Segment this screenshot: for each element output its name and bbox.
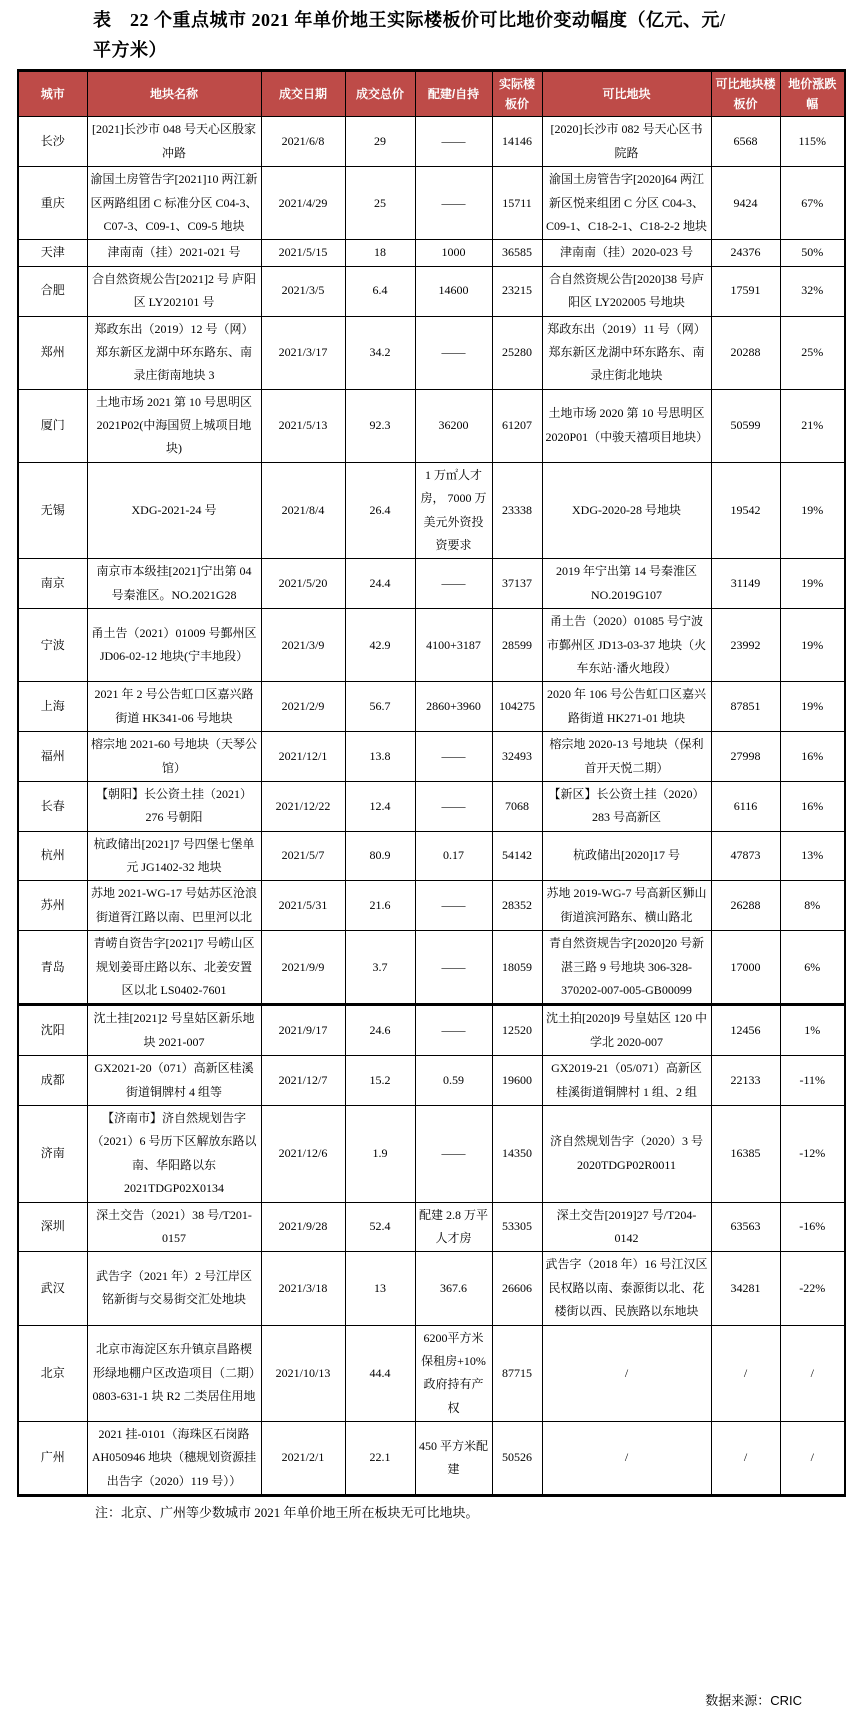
cell-comparable-floor-price: 87851 — [711, 682, 780, 732]
cell-price-change: 19% — [780, 559, 845, 609]
cell-price-change: 13% — [780, 831, 845, 881]
cell-plot-name: 武告字（2021 年）2 号江岸区铭新街与交易街交汇处地块 — [87, 1252, 261, 1325]
cell-price-change: -12% — [780, 1106, 845, 1203]
cell-price-change: -22% — [780, 1252, 845, 1325]
cell-city: 沈阳 — [18, 1005, 87, 1056]
cell-allocation: 6200平方米保租房+10%政府持有产权 — [415, 1325, 492, 1422]
table-row — [18, 831, 845, 881]
cell-allocation: —— — [415, 732, 492, 782]
cell-city: 济南 — [18, 1106, 87, 1203]
cell-actual-floor-price: 26606 — [492, 1252, 542, 1325]
cell-comparable-plot: 2020 年 106 号公告虹口区嘉兴路街道 HK271-01 地块 — [542, 682, 711, 732]
cell-actual-floor-price: 28599 — [492, 609, 542, 682]
cell-plot-name: 2021 年 2 号公告虹口区嘉兴路街道 HK341-06 号地块 — [87, 682, 261, 732]
cell-allocation: —— — [415, 781, 492, 831]
cell-comparable-plot: 津南南（挂）2020-023 号 — [542, 240, 711, 266]
cell-city: 厦门 — [18, 389, 87, 462]
cell-price-change: 6% — [780, 931, 845, 1005]
cell-allocation: 36200 — [415, 389, 492, 462]
cell-comparable-plot: 甬土告（2020）01085 号宁波市鄞州区 JD13-03-37 地块（火车东站·潘火地段） — [542, 609, 711, 682]
cell-comparable-floor-price: 50599 — [711, 389, 780, 462]
cell-total-price: 15.2 — [345, 1056, 415, 1106]
table-row — [18, 781, 845, 831]
cell-actual-floor-price: 104275 — [492, 682, 542, 732]
cell-price-change: -11% — [780, 1056, 845, 1106]
cell-comparable-plot: XDG-2020-28 号地块 — [542, 462, 711, 559]
header-allocation: 配建/自持 — [415, 71, 492, 117]
cell-price-change: 16% — [780, 781, 845, 831]
cell-comparable-plot: 青自然资规告字[2020]20 号新湛三路 9 号地块 306-328-370202-007-005-GB00099 — [542, 931, 711, 1005]
cell-deal-date: 2021/3/9 — [261, 609, 345, 682]
cell-plot-name: 土地市场 2021 第 10 号思明区 2021P02(中海国贸上城项目地块) — [87, 389, 261, 462]
cell-plot-name: XDG-2021-24 号 — [87, 462, 261, 559]
cell-plot-name: 郑政东出（2019）12 号（网）郑东新区龙湖中环东路东、南录庄街南地块 3 — [87, 316, 261, 389]
cell-comparable-floor-price: 9424 — [711, 167, 780, 240]
cell-city: 南京 — [18, 559, 87, 609]
cell-comparable-floor-price: 27998 — [711, 732, 780, 782]
cell-allocation: —— — [415, 559, 492, 609]
data-source: 数据来源：CRIC — [705, 1693, 802, 1708]
page-title-line-1: 表 22 个重点城市 2021 年单价地王实际楼板价可比地价变动幅度（亿元、元/ — [93, 10, 726, 30]
table-row — [18, 1056, 845, 1106]
table-row — [18, 931, 845, 1005]
cell-city: 长春 — [18, 781, 87, 831]
cell-city: 天津 — [18, 240, 87, 266]
cell-city: 郑州 — [18, 316, 87, 389]
cell-price-change: 1% — [780, 1005, 845, 1056]
cell-plot-name: 2021 挂-0101（海珠区石岗路 AH050946 地块（穗规划资源挂出告字（2020）119 号）） — [87, 1422, 261, 1496]
cell-plot-name: 青崂自资告字[2021]7 号崂山区规划姜哥庄路以东、北姜安置区以北 LS0402-7601 — [87, 931, 261, 1005]
cell-deal-date: 2021/5/7 — [261, 831, 345, 881]
cell-deal-date: 2021/9/28 — [261, 1202, 345, 1252]
cell-comparable-plot: 沈土拍[2020]9 号皇姑区 120 中学北 2020-007 — [542, 1005, 711, 1056]
cell-city: 上海 — [18, 682, 87, 732]
cell-plot-name: 榕宗地 2021-60 号地块（天琴公馆） — [87, 732, 261, 782]
cell-total-price: 26.4 — [345, 462, 415, 559]
cell-deal-date: 2021/9/9 — [261, 931, 345, 1005]
table-row — [18, 1005, 845, 1056]
cell-deal-date: 2021/6/8 — [261, 117, 345, 167]
cell-price-change: 16% — [780, 732, 845, 782]
page-title-line-2: 平方米） — [93, 39, 167, 60]
cell-deal-date: 2021/3/17 — [261, 316, 345, 389]
cell-total-price: 42.9 — [345, 609, 415, 682]
cell-plot-name: 合自然资规公告[2021]2 号 庐阳区 LY202101 号 — [87, 266, 261, 316]
cell-total-price: 80.9 — [345, 831, 415, 881]
cell-comparable-floor-price: / — [711, 1325, 780, 1422]
header-deal-date: 成交日期 — [261, 71, 345, 117]
cell-price-change: 25% — [780, 316, 845, 389]
cell-allocation: 14600 — [415, 266, 492, 316]
cell-allocation: 1 万㎡人才房， 7000 万美元外资投资要求 — [415, 462, 492, 559]
cell-comparable-floor-price: 31149 — [711, 559, 780, 609]
cell-comparable-plot: 土地市场 2020 第 10 号思明区 2020P01（中骏天禧项目地块） — [542, 389, 711, 462]
cell-allocation: —— — [415, 931, 492, 1005]
cell-plot-name: 津南南（挂）2021-021 号 — [87, 240, 261, 266]
cell-allocation: 4100+3187 — [415, 609, 492, 682]
cell-comparable-plot: 榕宗地 2020-13 号地块（保利首开天悦二期） — [542, 732, 711, 782]
table-row — [18, 1422, 845, 1496]
cell-comparable-plot: 渝国土房管告字[2020]64 两江新区悦来组团 C 分区 C04-3、C09-1、C18-2-1、C18-2-2 地块 — [542, 167, 711, 240]
cell-comparable-plot: / — [542, 1325, 711, 1422]
cell-comparable-floor-price: 19542 — [711, 462, 780, 559]
cell-deal-date: 2021/5/13 — [261, 389, 345, 462]
header-total-price: 成交总价 — [345, 71, 415, 117]
cell-deal-date: 2021/12/22 — [261, 781, 345, 831]
cell-total-price: 52.4 — [345, 1202, 415, 1252]
cell-total-price: 92.3 — [345, 389, 415, 462]
cell-deal-date: 2021/5/31 — [261, 881, 345, 931]
cell-comparable-plot: 【新区】长公资土挂（2020）283 号高新区 — [542, 781, 711, 831]
cell-total-price: 1.9 — [345, 1106, 415, 1203]
cell-plot-name: 甬土告（2021）01009 号鄞州区 JD06-02-12 地块(宁丰地段） — [87, 609, 261, 682]
cell-allocation: —— — [415, 1005, 492, 1056]
cell-allocation: 配建 2.8 万平人才房 — [415, 1202, 492, 1252]
cell-comparable-floor-price: 22133 — [711, 1056, 780, 1106]
cell-allocation: —— — [415, 881, 492, 931]
table-row — [18, 117, 845, 167]
cell-deal-date: 2021/3/18 — [261, 1252, 345, 1325]
cell-comparable-floor-price: 63563 — [711, 1202, 780, 1252]
cell-price-change: 19% — [780, 609, 845, 682]
cell-actual-floor-price: 15711 — [492, 167, 542, 240]
cell-comparable-plot: 2019 年宁出第 14 号秦淮区 NO.2019G107 — [542, 559, 711, 609]
cell-actual-floor-price: 53305 — [492, 1202, 542, 1252]
cell-actual-floor-price: 61207 — [492, 389, 542, 462]
cell-allocation: 0.17 — [415, 831, 492, 881]
cell-deal-date: 2021/3/5 — [261, 266, 345, 316]
cell-plot-name: [2021]长沙市 048 号天心区殷家冲路 — [87, 117, 261, 167]
table-header-row — [18, 71, 845, 117]
cell-plot-name: 南京市本级挂[2021]宁出第 04 号秦淮区。NO.2021G28 — [87, 559, 261, 609]
cell-comparable-plot: 武告字（2018 年）16 号江汉区民权路以南、泰源街以北、花楼街以西、民族路以东地块 — [542, 1252, 711, 1325]
cell-actual-floor-price: 36585 — [492, 240, 542, 266]
cell-comparable-floor-price: 47873 — [711, 831, 780, 881]
cell-comparable-plot: 杭政储出[2020]17 号 — [542, 831, 711, 881]
cell-comparable-plot: 合自然资规公告[2020]38 号庐阳区 LY202005 号地块 — [542, 266, 711, 316]
cell-comparable-plot: 郑政东出（2019）11 号（网）郑东新区龙湖中环东路东、南录庄街北地块 — [542, 316, 711, 389]
cell-plot-name: 深土交告（2021）38 号/T201-0157 — [87, 1202, 261, 1252]
cell-deal-date: 2021/8/4 — [261, 462, 345, 559]
cell-price-change: 115% — [780, 117, 845, 167]
cell-city: 青岛 — [18, 931, 87, 1005]
header-comparable-floor-price: 可比地块楼板价 — [711, 71, 780, 117]
cell-allocation: 367.6 — [415, 1252, 492, 1325]
cell-actual-floor-price: 14350 — [492, 1106, 542, 1203]
cell-comparable-plot: GX2019-21（05/071）高新区桂溪街道铜牌村 1 组、2 组 — [542, 1056, 711, 1106]
cell-price-change: / — [780, 1325, 845, 1422]
cell-total-price: 13 — [345, 1252, 415, 1325]
cell-plot-name: 北京市海淀区东升镇京昌路楔形绿地棚户区改造项目（二期）0803-631-1 块 R2 二类居住用地 — [87, 1325, 261, 1422]
cell-comparable-floor-price: 34281 — [711, 1252, 780, 1325]
cell-city: 北京 — [18, 1325, 87, 1422]
cell-city: 广州 — [18, 1422, 87, 1496]
cell-comparable-floor-price: 16385 — [711, 1106, 780, 1203]
cell-total-price: 34.2 — [345, 316, 415, 389]
cell-actual-floor-price: 19600 — [492, 1056, 542, 1106]
cell-actual-floor-price: 32493 — [492, 732, 542, 782]
table-row — [18, 462, 845, 559]
cell-plot-name: 苏地 2021-WG-17 号姑苏区沧浪街道胥江路以南、巴里河以北 — [87, 881, 261, 931]
cell-actual-floor-price: 12520 — [492, 1005, 542, 1056]
cell-comparable-floor-price: 17000 — [711, 931, 780, 1005]
cell-actual-floor-price: 50526 — [492, 1422, 542, 1496]
cell-city: 长沙 — [18, 117, 87, 167]
cell-city: 成都 — [18, 1056, 87, 1106]
cell-price-change: 8% — [780, 881, 845, 931]
page-title — [93, 6, 813, 65]
cell-comparable-plot: 济自然规划告字（2020）3 号 2020TDGP02R0011 — [542, 1106, 711, 1203]
cell-city: 福州 — [18, 732, 87, 782]
cell-comparable-floor-price: 20288 — [711, 316, 780, 389]
cell-city: 杭州 — [18, 831, 87, 881]
header-actual-floor-price: 实际楼板价 — [492, 71, 542, 117]
cell-plot-name: 【济南市】济自然规划告字（2021）6 号历下区解放东路以南、华阳路以东 2021TDGP02X0134 — [87, 1106, 261, 1203]
cell-actual-floor-price: 25280 — [492, 316, 542, 389]
cell-comparable-floor-price: 12456 — [711, 1005, 780, 1056]
cell-total-price: 18 — [345, 240, 415, 266]
cell-deal-date: 2021/12/6 — [261, 1106, 345, 1203]
table-row — [18, 609, 845, 682]
cell-deal-date: 2021/5/15 — [261, 240, 345, 266]
cell-plot-name: GX2021-20（071）高新区桂溪街道铜牌村 4 组等 — [87, 1056, 261, 1106]
cell-total-price: 24.4 — [345, 559, 415, 609]
cell-price-change: 50% — [780, 240, 845, 266]
cell-deal-date: 2021/4/29 — [261, 167, 345, 240]
cell-plot-name: 杭政储出[2021]7 号四堡七堡单元 JG1402-32 地块 — [87, 831, 261, 881]
cell-comparable-floor-price: 17591 — [711, 266, 780, 316]
cell-plot-name: 【朝阳】长公资土挂（2021）276 号朝阳 — [87, 781, 261, 831]
cell-allocation: —— — [415, 167, 492, 240]
table-row — [18, 1325, 845, 1422]
cell-deal-date: 2021/2/1 — [261, 1422, 345, 1496]
cell-actual-floor-price: 87715 — [492, 1325, 542, 1422]
cell-total-price: 6.4 — [345, 266, 415, 316]
cell-actual-floor-price: 7068 — [492, 781, 542, 831]
cell-comparable-floor-price: 6568 — [711, 117, 780, 167]
cell-city: 重庆 — [18, 167, 87, 240]
cell-allocation: 450 平方米配建 — [415, 1422, 492, 1496]
cell-comparable-plot: [2020]长沙市 082 号天心区书院路 — [542, 117, 711, 167]
cell-actual-floor-price: 37137 — [492, 559, 542, 609]
table-row — [18, 1106, 845, 1203]
cell-price-change: 67% — [780, 167, 845, 240]
cell-total-price: 56.7 — [345, 682, 415, 732]
cell-total-price: 29 — [345, 117, 415, 167]
cell-deal-date: 2021/12/1 — [261, 732, 345, 782]
cell-total-price: 25 — [345, 167, 415, 240]
cell-deal-date: 2021/5/20 — [261, 559, 345, 609]
cell-actual-floor-price: 54142 — [492, 831, 542, 881]
cell-deal-date: 2021/9/17 — [261, 1005, 345, 1056]
cell-comparable-plot: / — [542, 1422, 711, 1496]
table-row — [18, 559, 845, 609]
cell-allocation: —— — [415, 1106, 492, 1203]
cell-price-change: 19% — [780, 682, 845, 732]
header-plot-name: 地块名称 — [87, 71, 261, 117]
cell-actual-floor-price: 23338 — [492, 462, 542, 559]
cell-deal-date: 2021/12/7 — [261, 1056, 345, 1106]
table-row — [18, 1252, 845, 1325]
cell-allocation: 0.59 — [415, 1056, 492, 1106]
table-row — [18, 732, 845, 782]
cell-deal-date: 2021/10/13 — [261, 1325, 345, 1422]
cell-price-change: -16% — [780, 1202, 845, 1252]
header-comparable-plot: 可比地块 — [542, 71, 711, 117]
cell-comparable-floor-price: 23992 — [711, 609, 780, 682]
header-price-change: 地价涨跌幅 — [780, 71, 845, 117]
cell-total-price: 12.4 — [345, 781, 415, 831]
cell-price-change: / — [780, 1422, 845, 1496]
land-price-table — [17, 69, 846, 1497]
header-city: 城市 — [18, 71, 87, 117]
cell-comparable-floor-price: / — [711, 1422, 780, 1496]
cell-allocation: —— — [415, 316, 492, 389]
cell-plot-name: 渝国土房管告字[2021]10 两江新区两路组团 C 标准分区 C04-3、C07-3、C09-1、C09-5 地块 — [87, 167, 261, 240]
table-row — [18, 389, 845, 462]
cell-comparable-floor-price: 26288 — [711, 881, 780, 931]
cell-deal-date: 2021/2/9 — [261, 682, 345, 732]
table-row — [18, 1202, 845, 1252]
table-row — [18, 167, 845, 240]
cell-total-price: 44.4 — [345, 1325, 415, 1422]
cell-allocation: 1000 — [415, 240, 492, 266]
table-row — [18, 682, 845, 732]
cell-total-price: 24.6 — [345, 1005, 415, 1056]
cell-total-price: 13.8 — [345, 732, 415, 782]
cell-allocation: 2860+3960 — [415, 682, 492, 732]
cell-total-price: 3.7 — [345, 931, 415, 1005]
table-row — [18, 266, 845, 316]
table-row — [18, 316, 845, 389]
cell-actual-floor-price: 14146 — [492, 117, 542, 167]
cell-price-change: 32% — [780, 266, 845, 316]
table-body — [18, 117, 845, 1496]
cell-city: 苏州 — [18, 881, 87, 931]
cell-city: 宁波 — [18, 609, 87, 682]
table-row — [18, 240, 845, 266]
cell-comparable-floor-price: 6116 — [711, 781, 780, 831]
footnote: 注：北京、广州等少数城市 2021 年单价地王所在板块无可比地块。 — [95, 1505, 479, 1521]
cell-actual-floor-price: 18059 — [492, 931, 542, 1005]
cell-price-change: 21% — [780, 389, 845, 462]
cell-allocation: —— — [415, 117, 492, 167]
cell-comparable-floor-price: 24376 — [711, 240, 780, 266]
cell-city: 武汉 — [18, 1252, 87, 1325]
cell-plot-name: 沈土挂[2021]2 号皇姑区新乐地块 2021-007 — [87, 1005, 261, 1056]
table-row — [18, 881, 845, 931]
cell-actual-floor-price: 28352 — [492, 881, 542, 931]
cell-actual-floor-price: 23215 — [492, 266, 542, 316]
cell-city: 深圳 — [18, 1202, 87, 1252]
cell-city: 合肥 — [18, 266, 87, 316]
cell-total-price: 22.1 — [345, 1422, 415, 1496]
cell-comparable-plot: 苏地 2019-WG-7 号高新区狮山街道滨河路东、横山路北 — [542, 881, 711, 931]
cell-total-price: 21.6 — [345, 881, 415, 931]
cell-city: 无锡 — [18, 462, 87, 559]
cell-comparable-plot: 深土交告[2019]27 号/T204-0142 — [542, 1202, 711, 1252]
cell-price-change: 19% — [780, 462, 845, 559]
